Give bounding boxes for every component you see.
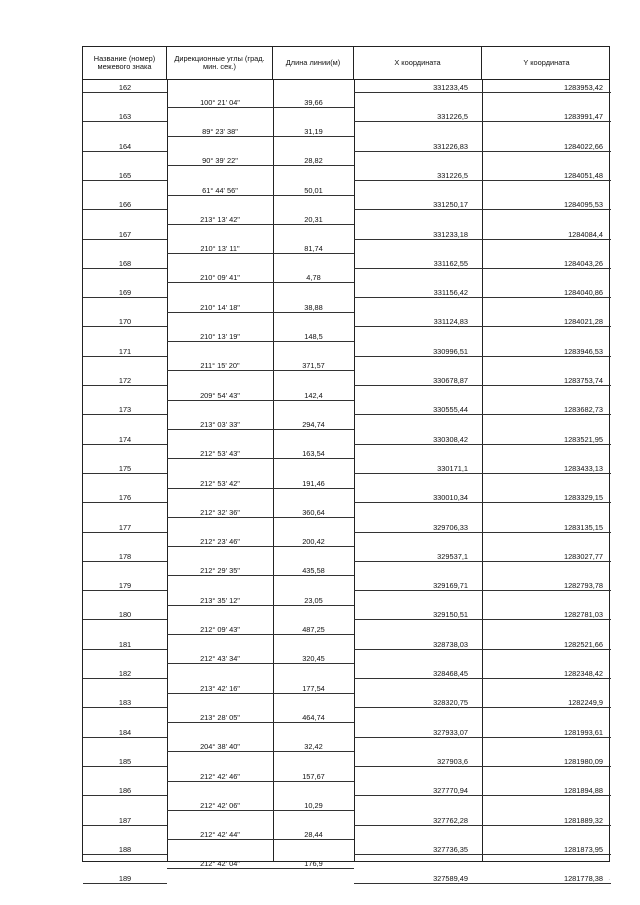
row-underline bbox=[273, 693, 354, 694]
row-underline bbox=[273, 488, 354, 489]
row-underline bbox=[167, 693, 273, 694]
point-name: 188 bbox=[118, 844, 132, 854]
row-underline bbox=[167, 517, 273, 518]
point-y-coordinate: 1284084,4 bbox=[568, 229, 603, 239]
row-underline bbox=[482, 92, 611, 93]
row-underline bbox=[482, 854, 611, 855]
row-underline bbox=[83, 502, 167, 503]
point-y-coordinate: 1281873,95 bbox=[563, 844, 603, 854]
point-y-coordinate: 1283027,77 bbox=[563, 551, 603, 561]
point-name: 165 bbox=[118, 170, 132, 180]
row-underline bbox=[273, 400, 354, 401]
row-underline bbox=[83, 356, 167, 357]
row-underline bbox=[83, 707, 167, 708]
point-x-coordinate: 327770,94 bbox=[433, 786, 468, 796]
row-underline bbox=[167, 429, 273, 430]
row-underline bbox=[482, 414, 611, 415]
segment-length: 148,5 bbox=[304, 332, 323, 342]
point-x-coordinate: 331156,42 bbox=[433, 288, 468, 298]
segment-angle: 61° 44' 56" bbox=[202, 185, 238, 195]
row-underline bbox=[354, 883, 482, 884]
row-underline bbox=[167, 195, 273, 196]
row-underline bbox=[354, 414, 482, 415]
row-underline bbox=[273, 370, 354, 371]
row-underline bbox=[354, 209, 482, 210]
row-underline bbox=[354, 649, 482, 650]
row-underline bbox=[482, 532, 611, 533]
header-y: Y координата bbox=[523, 58, 570, 67]
point-name: 183 bbox=[118, 698, 132, 708]
segment-length: 23,05 bbox=[304, 595, 323, 605]
point-name: 181 bbox=[118, 639, 132, 649]
segment-angle: 212° 42' 46" bbox=[200, 771, 240, 781]
point-x-coordinate: 331226,5 bbox=[437, 170, 468, 180]
segment-length: 157,67 bbox=[302, 771, 325, 781]
row-underline bbox=[273, 839, 354, 840]
point-x-coordinate: 328468,45 bbox=[433, 669, 468, 678]
row-underline bbox=[273, 722, 354, 723]
row-underline bbox=[482, 209, 611, 210]
point-x-coordinate: 329537,1 bbox=[437, 551, 468, 561]
table-header bbox=[83, 47, 609, 80]
segment-length: 32,42 bbox=[304, 742, 323, 752]
segment-length: 200,42 bbox=[302, 537, 325, 547]
row-underline bbox=[83, 239, 167, 240]
segment-length: 31,19 bbox=[304, 126, 323, 136]
row-underline bbox=[273, 546, 354, 547]
segment-length: 294,74 bbox=[302, 419, 325, 429]
segment-angle: 100° 21' 04" bbox=[200, 97, 240, 107]
segment-length: 320,45 bbox=[302, 654, 325, 664]
segment-length: 10,29 bbox=[304, 800, 323, 810]
row-underline bbox=[167, 868, 273, 869]
row-underline bbox=[482, 268, 611, 269]
row-underline bbox=[167, 107, 273, 108]
segment-length: 464,74 bbox=[302, 712, 325, 722]
row-underline bbox=[354, 268, 482, 269]
row-underline bbox=[354, 678, 482, 679]
point-y-coordinate: 1283946,53 bbox=[563, 346, 603, 356]
segment-length: 39,66 bbox=[304, 97, 323, 107]
row-underline bbox=[354, 854, 482, 855]
row-underline bbox=[83, 151, 167, 152]
point-x-coordinate: 329150,51 bbox=[433, 610, 468, 620]
row-underline bbox=[273, 781, 354, 782]
segment-length: 163,54 bbox=[302, 449, 325, 459]
segment-length: 191,46 bbox=[302, 478, 325, 488]
row-underline bbox=[482, 795, 611, 796]
point-x-coordinate: 331162,55 bbox=[433, 258, 468, 268]
point-x-coordinate: 330010,34 bbox=[433, 493, 468, 503]
segment-angle: 212° 42' 06" bbox=[200, 800, 240, 810]
segment-length: 81,74 bbox=[304, 244, 323, 254]
point-x-coordinate: 331226,83 bbox=[433, 141, 468, 151]
segment-length: 360,64 bbox=[302, 507, 325, 517]
row-underline bbox=[354, 795, 482, 796]
point-name: 164 bbox=[118, 141, 132, 151]
row-underline bbox=[482, 766, 611, 767]
segment-angle: 213° 42' 16" bbox=[200, 683, 240, 693]
point-x-coordinate: 331226,5 bbox=[437, 112, 468, 122]
row-underline bbox=[354, 356, 482, 357]
row-underline bbox=[482, 239, 611, 240]
row-underline bbox=[167, 400, 273, 401]
point-y-coordinate: 1284043,26 bbox=[563, 258, 603, 268]
row-underline bbox=[83, 649, 167, 650]
row-underline bbox=[167, 165, 273, 166]
point-x-coordinate: 331124,83 bbox=[433, 317, 468, 327]
row-underline bbox=[482, 561, 611, 562]
row-underline bbox=[354, 619, 482, 620]
segment-angle: 213° 03' 33" bbox=[200, 419, 240, 429]
header-name: Название (номер) межевого знака bbox=[83, 47, 167, 79]
point-x-coordinate: 331233,18 bbox=[433, 229, 468, 239]
row-underline bbox=[354, 532, 482, 533]
point-x-coordinate: 327589,49 bbox=[433, 874, 468, 884]
segment-angle: 212° 29' 35" bbox=[200, 566, 240, 576]
row-underline bbox=[83, 268, 167, 269]
row-underline bbox=[482, 678, 611, 679]
row-underline bbox=[83, 209, 167, 210]
point-name: 185 bbox=[118, 756, 132, 766]
row-underline bbox=[354, 707, 482, 708]
point-x-coordinate: 327762,28 bbox=[433, 815, 468, 825]
row-underline bbox=[83, 590, 167, 591]
point-name: 172 bbox=[118, 376, 132, 385]
point-y-coordinate: 1282793,78 bbox=[563, 581, 603, 591]
row-underline bbox=[83, 678, 167, 679]
row-underline bbox=[83, 561, 167, 562]
row-underline bbox=[167, 781, 273, 782]
header-x: X координата bbox=[354, 47, 482, 79]
row-underline bbox=[167, 253, 273, 254]
point-name: 167 bbox=[118, 229, 132, 239]
point-name: 170 bbox=[118, 317, 132, 327]
segment-length: 28,82 bbox=[304, 156, 323, 166]
point-name: 171 bbox=[118, 346, 132, 356]
point-name: 178 bbox=[118, 551, 132, 561]
point-y-coordinate: 1284022,66 bbox=[563, 141, 603, 151]
row-underline bbox=[167, 722, 273, 723]
point-name: 184 bbox=[118, 727, 132, 737]
row-underline bbox=[83, 825, 167, 826]
row-underline bbox=[273, 751, 354, 752]
header-angle: Дирекционные углы (град. мин. сек.) bbox=[167, 47, 273, 79]
segment-angle: 212° 09' 43" bbox=[200, 625, 240, 635]
row-underline bbox=[167, 810, 273, 811]
point-x-coordinate: 331233,45 bbox=[433, 83, 468, 92]
row-underline bbox=[482, 151, 611, 152]
segment-angle: 213° 35' 12" bbox=[200, 595, 240, 605]
point-x-coordinate: 329169,71 bbox=[433, 581, 468, 591]
row-underline bbox=[273, 165, 354, 166]
segment-angle: 210° 14' 18" bbox=[200, 302, 240, 312]
row-underline bbox=[482, 619, 611, 620]
row-underline bbox=[354, 444, 482, 445]
segment-angle: 213° 13' 42" bbox=[200, 214, 240, 224]
point-x-coordinate: 328320,75 bbox=[433, 698, 468, 708]
point-x-coordinate: 330308,42 bbox=[433, 434, 468, 444]
segment-angle: 212° 53' 43" bbox=[200, 449, 240, 459]
point-y-coordinate: 1281894,88 bbox=[563, 786, 603, 796]
row-underline bbox=[273, 517, 354, 518]
point-name: 173 bbox=[118, 405, 132, 415]
row-underline bbox=[482, 649, 611, 650]
point-x-coordinate: 327903,6 bbox=[437, 756, 468, 766]
point-y-coordinate: 1281993,61 bbox=[563, 727, 603, 737]
point-name: 180 bbox=[118, 610, 132, 620]
point-y-coordinate: 1283991,47 bbox=[563, 112, 603, 122]
row-underline bbox=[482, 180, 611, 181]
row-underline bbox=[482, 590, 611, 591]
point-x-coordinate: 327933,07 bbox=[433, 727, 468, 737]
point-y-coordinate: 1284095,53 bbox=[563, 200, 603, 210]
row-underline bbox=[167, 839, 273, 840]
row-underline bbox=[273, 868, 354, 869]
row-underline bbox=[83, 766, 167, 767]
point-x-coordinate: 330555,44 bbox=[433, 405, 468, 415]
segment-angle: 212° 23' 46" bbox=[200, 537, 240, 547]
row-underline bbox=[273, 341, 354, 342]
row-underline bbox=[354, 737, 482, 738]
segment-angle: 89° 23' 38" bbox=[202, 126, 238, 136]
row-underline bbox=[167, 605, 273, 606]
row-underline bbox=[167, 282, 273, 283]
row-underline bbox=[167, 136, 273, 137]
row-underline bbox=[482, 502, 611, 503]
row-underline bbox=[273, 575, 354, 576]
row-underline bbox=[273, 195, 354, 196]
point-y-coordinate: 1282781,03 bbox=[563, 610, 603, 620]
row-underline bbox=[354, 473, 482, 474]
row-underline bbox=[354, 502, 482, 503]
point-name: 179 bbox=[118, 581, 132, 591]
row-underline bbox=[273, 810, 354, 811]
row-underline bbox=[83, 121, 167, 122]
point-name: 176 bbox=[118, 493, 132, 503]
row-underline bbox=[167, 370, 273, 371]
row-underline bbox=[273, 634, 354, 635]
segment-angle: 210° 13' 19" bbox=[200, 332, 240, 342]
segment-angle: 210° 09' 41" bbox=[200, 273, 240, 283]
point-name: 187 bbox=[118, 815, 132, 825]
coordinates-table bbox=[82, 46, 610, 884]
row-underline bbox=[83, 473, 167, 474]
row-underline bbox=[482, 883, 611, 884]
segment-length: 435,58 bbox=[302, 566, 325, 576]
point-name: 177 bbox=[118, 522, 132, 532]
point-name: 166 bbox=[118, 200, 132, 210]
row-underline bbox=[354, 326, 482, 327]
segment-angle: 212° 42' 44" bbox=[200, 830, 240, 840]
segment-length: 50,01 bbox=[304, 185, 323, 195]
row-underline bbox=[83, 532, 167, 533]
point-name: 168 bbox=[118, 258, 132, 268]
point-name: 169 bbox=[118, 288, 132, 298]
point-y-coordinate: 1283753,74 bbox=[563, 376, 603, 385]
row-underline bbox=[83, 297, 167, 298]
segment-angle: 212° 53' 42" bbox=[200, 478, 240, 488]
segment-length: 28,44 bbox=[304, 830, 323, 840]
point-x-coordinate: 328738,03 bbox=[433, 639, 468, 649]
row-underline bbox=[167, 575, 273, 576]
row-underline bbox=[354, 297, 482, 298]
row-underline bbox=[167, 634, 273, 635]
point-name: 189 bbox=[118, 874, 132, 884]
point-y-coordinate: 1284021,28 bbox=[563, 317, 603, 327]
segment-angle: 212° 32' 36" bbox=[200, 507, 240, 517]
row-underline bbox=[354, 385, 482, 386]
row-underline bbox=[167, 751, 273, 752]
point-y-coordinate: 1283521,95 bbox=[563, 434, 603, 444]
row-underline bbox=[273, 429, 354, 430]
point-name: 182 bbox=[118, 669, 132, 678]
row-underline bbox=[83, 444, 167, 445]
row-underline bbox=[354, 590, 482, 591]
point-x-coordinate: 330678,87 bbox=[433, 376, 468, 385]
row-underline bbox=[83, 414, 167, 415]
segment-length: 176,9 bbox=[304, 859, 323, 869]
page-mark: · bbox=[608, 877, 610, 883]
row-underline bbox=[83, 180, 167, 181]
point-y-coordinate: 1282521,66 bbox=[563, 639, 603, 649]
point-name: 175 bbox=[118, 463, 132, 473]
row-underline bbox=[83, 619, 167, 620]
row-underline bbox=[273, 253, 354, 254]
row-underline bbox=[354, 561, 482, 562]
row-underline bbox=[482, 121, 611, 122]
row-underline bbox=[354, 151, 482, 152]
row-underline bbox=[482, 825, 611, 826]
row-underline bbox=[83, 385, 167, 386]
row-underline bbox=[167, 663, 273, 664]
segment-length: 177,54 bbox=[302, 683, 325, 693]
row-underline bbox=[167, 458, 273, 459]
row-underline bbox=[482, 737, 611, 738]
row-underline bbox=[83, 854, 167, 855]
point-name: 163 bbox=[118, 112, 132, 122]
segment-length: 20,31 bbox=[304, 214, 323, 224]
point-x-coordinate: 329706,33 bbox=[433, 522, 468, 532]
row-underline bbox=[167, 224, 273, 225]
segment-angle: 212° 42' 04" bbox=[200, 859, 240, 869]
row-underline bbox=[482, 444, 611, 445]
point-y-coordinate: 1281778,38 bbox=[563, 874, 603, 884]
row-underline bbox=[354, 92, 482, 93]
segment-angle: 209° 54' 43" bbox=[200, 390, 240, 400]
segment-angle: 210° 13' 11" bbox=[200, 244, 240, 254]
point-y-coordinate: 1281980,09 bbox=[563, 756, 603, 766]
point-y-coordinate: 1283953,42 bbox=[563, 83, 603, 92]
point-x-coordinate: 327736,35 bbox=[433, 844, 468, 854]
header-length: Длина линии(м) bbox=[273, 47, 354, 79]
row-underline bbox=[482, 707, 611, 708]
segment-length: 4,78 bbox=[306, 273, 321, 283]
segment-length: 487,25 bbox=[302, 625, 325, 635]
point-y-coordinate: 1281889,32 bbox=[563, 815, 603, 825]
row-underline bbox=[354, 180, 482, 181]
row-underline bbox=[354, 121, 482, 122]
segment-angle: 204° 38' 40" bbox=[200, 742, 240, 752]
point-name: 174 bbox=[118, 434, 132, 444]
row-underline bbox=[273, 312, 354, 313]
row-underline bbox=[167, 488, 273, 489]
row-underline bbox=[83, 795, 167, 796]
point-x-coordinate: 331250,17 bbox=[433, 200, 468, 210]
segment-length: 142,4 bbox=[304, 390, 323, 400]
segment-angle: 213° 28' 05" bbox=[200, 712, 240, 722]
point-y-coordinate: 1283433,13 bbox=[563, 463, 603, 473]
row-underline bbox=[273, 663, 354, 664]
segment-length: 38,88 bbox=[304, 302, 323, 312]
point-name: 162 bbox=[118, 83, 132, 92]
row-underline bbox=[354, 239, 482, 240]
row-underline bbox=[273, 458, 354, 459]
point-y-coordinate: 1282348,42 bbox=[563, 669, 603, 678]
point-y-coordinate: 1283329,15 bbox=[563, 493, 603, 503]
point-name: 186 bbox=[118, 786, 132, 796]
point-y-coordinate: 1283135,15 bbox=[563, 522, 603, 532]
row-underline bbox=[273, 282, 354, 283]
row-underline bbox=[482, 297, 611, 298]
row-underline bbox=[273, 224, 354, 225]
point-y-coordinate: 1284051,48 bbox=[563, 170, 603, 180]
point-x-coordinate: 330996,51 bbox=[433, 346, 468, 356]
point-y-coordinate: 1282249,9 bbox=[568, 698, 603, 708]
row-underline bbox=[83, 326, 167, 327]
row-underline bbox=[482, 473, 611, 474]
segment-angle: 211° 15' 20" bbox=[200, 361, 240, 371]
row-underline bbox=[83, 883, 167, 884]
row-underline bbox=[273, 605, 354, 606]
row-underline bbox=[482, 385, 611, 386]
row-underline bbox=[273, 136, 354, 137]
row-underline bbox=[167, 312, 273, 313]
segment-angle: 90° 39' 22" bbox=[202, 156, 238, 166]
row-underline bbox=[167, 341, 273, 342]
row-underline bbox=[273, 107, 354, 108]
row-underline bbox=[354, 766, 482, 767]
segment-length: 371,57 bbox=[302, 361, 325, 371]
row-underline bbox=[482, 326, 611, 327]
point-y-coordinate: 1283682,73 bbox=[563, 405, 603, 415]
point-x-coordinate: 330171,1 bbox=[437, 463, 468, 473]
row-underline bbox=[83, 737, 167, 738]
segment-angle: 212° 43' 34" bbox=[200, 654, 240, 664]
row-underline bbox=[83, 92, 167, 93]
row-underline bbox=[354, 825, 482, 826]
row-underline bbox=[482, 356, 611, 357]
point-y-coordinate: 1284040,86 bbox=[563, 288, 603, 298]
row-underline bbox=[167, 546, 273, 547]
